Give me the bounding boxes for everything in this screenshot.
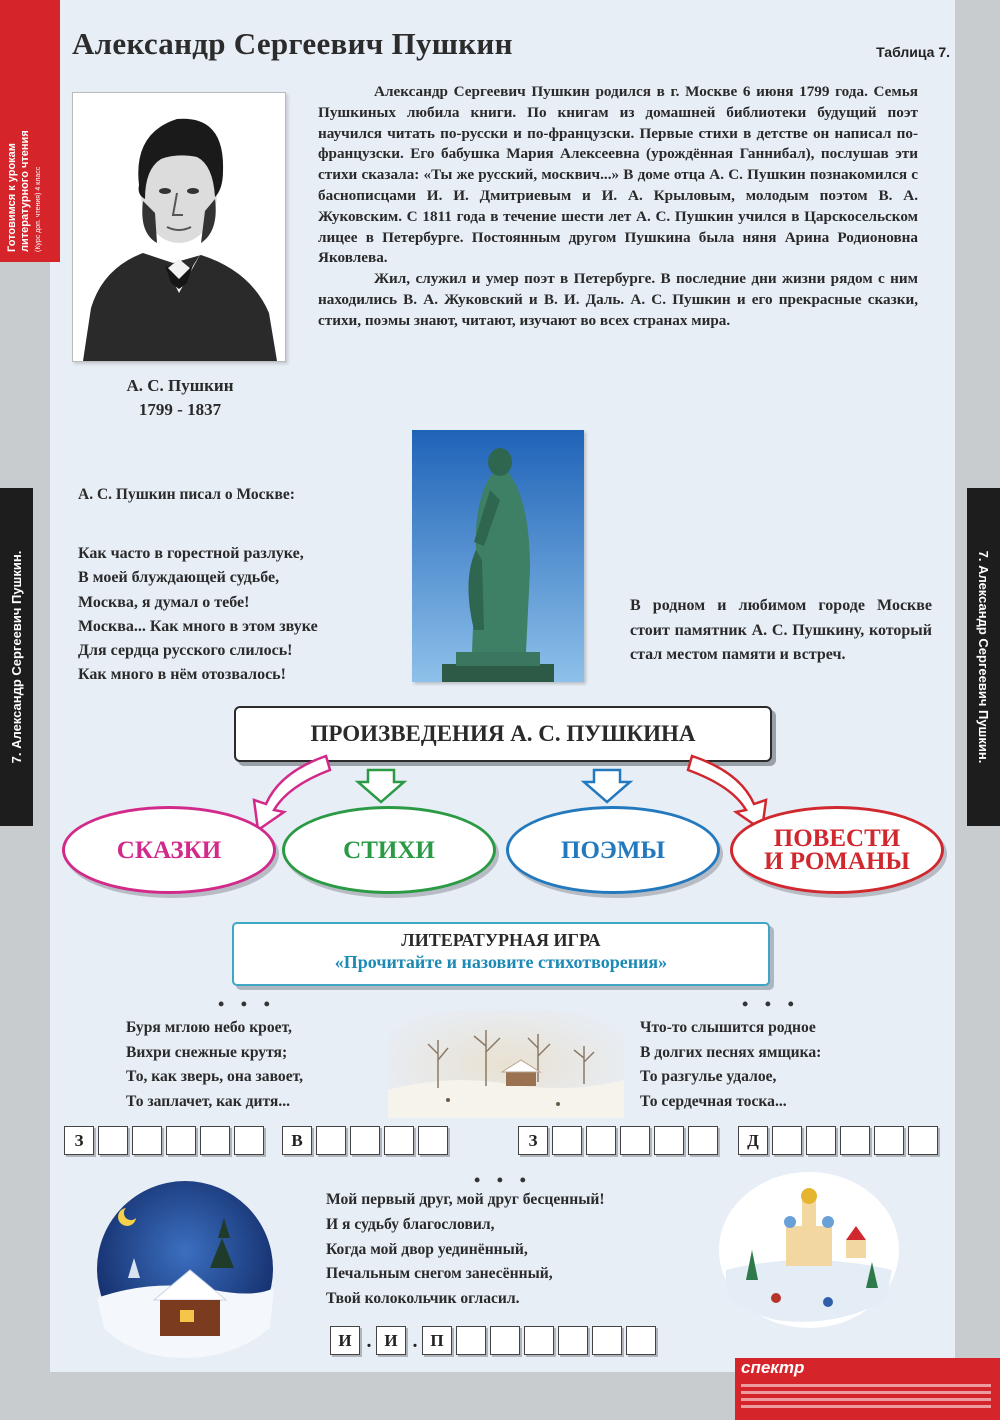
- poem-line: Как много в нём отозвалось!: [78, 666, 286, 684]
- answer-cell[interactable]: З: [64, 1126, 94, 1155]
- poem-line: В моей блуждающей судьбе,: [78, 569, 280, 587]
- category-long-poems-label: ПОЭМЫ: [561, 836, 665, 864]
- poem-line: Москва, я думал о тебе!: [78, 593, 250, 611]
- ellipsis-marker: • • •: [474, 1170, 532, 1190]
- answer-cell[interactable]: [908, 1126, 938, 1155]
- caption-name: А. С. Пушкин: [126, 376, 234, 395]
- answer-cell[interactable]: [874, 1126, 904, 1155]
- biography-text: [318, 82, 918, 332]
- category-novels-label: [764, 827, 910, 873]
- monument-text: В родном и любимом городе Москве стоит памятник А. С. Пушкину, который стал местом памяти и встреч.: [630, 597, 932, 663]
- poem-line: То сердечная тоска...: [640, 1092, 787, 1110]
- poem-line: Мой первый друг, мой друг бесценный!: [326, 1191, 605, 1208]
- series-tab: [0, 0, 60, 262]
- answer-cell[interactable]: [490, 1326, 520, 1355]
- poem-line: Печальным снегом занесённый,: [326, 1265, 553, 1283]
- poem-line: Москва... Как много в этом звуке: [78, 617, 318, 635]
- winter-landscape-picture: [388, 1010, 624, 1118]
- ellipsis-marker: • • •: [742, 994, 800, 1014]
- answer-cell[interactable]: И: [330, 1326, 360, 1355]
- publisher-logo: спектр: [741, 1358, 805, 1377]
- winter-night-illustration: [94, 1178, 276, 1360]
- answer-cell[interactable]: З: [518, 1126, 548, 1155]
- answer-cells-5: [330, 1326, 660, 1355]
- answer-cell[interactable]: [552, 1126, 582, 1155]
- riddle-poem-left: [126, 1016, 303, 1114]
- right-side-tab-label: 7. Александр Сергеевич Пушкин.: [976, 550, 991, 764]
- answer-cell[interactable]: П: [422, 1326, 452, 1355]
- poem-line: То заплачет, как дитя...: [126, 1092, 291, 1110]
- answer-cell[interactable]: [234, 1126, 264, 1155]
- literary-game-box: [232, 922, 770, 986]
- answer-cell[interactable]: И: [376, 1326, 406, 1355]
- answer-cell[interactable]: [626, 1326, 656, 1355]
- answer-cell[interactable]: [316, 1126, 346, 1155]
- poem-line: Для сердца русского слилось!: [78, 642, 293, 660]
- answer-separator: .: [412, 1330, 418, 1352]
- table-number: Таблица 7.: [876, 44, 950, 60]
- portrait-caption: [90, 374, 270, 422]
- answer-cell[interactable]: [620, 1126, 650, 1155]
- answer-cell[interactable]: [688, 1126, 718, 1155]
- category-novels: [730, 806, 944, 894]
- answer-cell[interactable]: [772, 1126, 802, 1155]
- pushkin-portrait: [72, 92, 286, 362]
- answer-cells-4: [738, 1126, 942, 1155]
- pushkin-monument-photo: [412, 430, 584, 682]
- answer-cell[interactable]: Д: [738, 1126, 768, 1155]
- poem-line: И я судьбу благословил,: [326, 1215, 495, 1233]
- category-novels-line-2: И РОМАНЫ: [764, 848, 910, 875]
- winter-village-illustration: [716, 1170, 902, 1330]
- category-poems-label: СТИХИ: [343, 836, 435, 864]
- poem-line: Как часто в горестной разлуке,: [78, 545, 304, 562]
- left-side-tab-label: 7. Александр Сергеевич Пушкин.: [9, 550, 24, 764]
- poem-line: Что-то слышится родное: [640, 1019, 816, 1036]
- game-title: ЛИТЕРАТУРНАЯ ИГРА: [401, 930, 601, 950]
- series-tab-line-1: Готовимся к урокам: [6, 143, 18, 252]
- answer-cell[interactable]: [558, 1326, 588, 1355]
- poem-line: Твой колокольчик огласил.: [326, 1290, 520, 1308]
- answer-cell[interactable]: [132, 1126, 162, 1155]
- answer-cell[interactable]: [456, 1326, 486, 1355]
- poem-line: Вихри снежные крутя;: [126, 1043, 288, 1061]
- category-fairy-tales: [62, 806, 276, 894]
- biography-paragraph-1: Александр Сергеевич Пушкин родился в г. Москве 6 июня 1799 года. Семья Пушкиных любила книги. По книгам из домашней библиотеки будущий поэт научился читать по-русски и по-французски. Первые стихи в детстве он написал по-французски. Его бабушка Мария Алексеевна (урождённая Ганнибал), послушав эти стихи сказала: «Ты же русский, москвич...» В доме отца А. С. Пушкин познакомился с баснописцами И. И. Дмитриевым и И. А. Крыловым, молодым поэтом В. А. Жуковским. С 1811 года в течение шести лет А. С. Пушкин учился в Царскосельском лицее в Петербурге. Постоянным другом Пушкина была няня Арина Родионовна Яковлева.: [318, 83, 918, 267]
- category-poems: [282, 806, 496, 894]
- answer-cell[interactable]: [806, 1126, 836, 1155]
- publisher-fine-print: [741, 1380, 991, 1412]
- answer-cell[interactable]: В: [282, 1126, 312, 1155]
- caption-years: 1799 - 1837: [138, 400, 222, 419]
- series-tab-line-2: литературного чтения: [19, 130, 31, 252]
- category-novels-line-1: ПОВЕСТИ: [773, 825, 901, 852]
- answer-cell[interactable]: [350, 1126, 380, 1155]
- series-tab-note: (Курс доп. чтения) 4 класс: [35, 166, 42, 252]
- answer-cells-3: [518, 1126, 722, 1155]
- biography-paragraph-2: Жил, служил и умер поэт в Петербурге. В последние дни жизни рядом с ним находились В. А. Жуковский и В. И. Даль. А. С. Пушкин и его прекрасные сказки, стихи, поэмы знают, читают, изучают во всех странах мира.: [318, 270, 918, 329]
- publisher-logo-strip: [735, 1358, 1000, 1420]
- answer-cells-1: [64, 1126, 268, 1155]
- answer-separator: .: [366, 1330, 372, 1352]
- moscow-poem: [78, 542, 318, 688]
- right-side-tab: [967, 488, 1000, 826]
- riddle-poem-bottom: [326, 1188, 605, 1312]
- riddle-poem-right: [640, 1016, 821, 1114]
- answer-cells-2: [282, 1126, 452, 1155]
- left-side-tab: [0, 488, 33, 826]
- answer-cell[interactable]: [592, 1326, 622, 1355]
- answer-cell[interactable]: [418, 1126, 448, 1155]
- poem-line: Когда мой двор уединённый,: [326, 1240, 528, 1258]
- page-title: Александр Сергеевич Пушкин: [72, 26, 513, 61]
- moscow-intro: А. С. Пушкин писал о Москве:: [78, 486, 295, 503]
- poem-line: То разгулье удалое,: [640, 1068, 777, 1085]
- winter-night-picture: [94, 1178, 276, 1360]
- category-long-poems: [506, 806, 720, 894]
- answer-cell[interactable]: [840, 1126, 870, 1155]
- poem-line: В долгих песнях ямщика:: [640, 1043, 822, 1061]
- answer-cell[interactable]: [654, 1126, 684, 1155]
- answer-cell[interactable]: [166, 1126, 196, 1155]
- answer-cell[interactable]: [384, 1126, 414, 1155]
- category-fairy-tales-label: СКАЗКИ: [116, 836, 222, 864]
- winter-landscape-illustration: [388, 1010, 624, 1118]
- game-subtitle: «Прочитайте и назовите стихотворения»: [334, 952, 668, 972]
- monument-illustration: [412, 430, 584, 682]
- answer-cell[interactable]: [524, 1326, 554, 1355]
- answer-cell[interactable]: [200, 1126, 230, 1155]
- answer-cell[interactable]: [98, 1126, 128, 1155]
- ellipsis-marker: • • •: [218, 994, 276, 1014]
- poem-line: То, как зверь, она завоет,: [126, 1068, 304, 1085]
- portrait-illustration: [73, 93, 285, 361]
- poem-line: Буря мглою небо кроет,: [126, 1019, 292, 1036]
- winter-village-picture: [716, 1170, 902, 1330]
- answer-cell[interactable]: [586, 1126, 616, 1155]
- works-heading: ПРОИЗВЕДЕНИЯ А. С. ПУШКИНА: [234, 706, 772, 762]
